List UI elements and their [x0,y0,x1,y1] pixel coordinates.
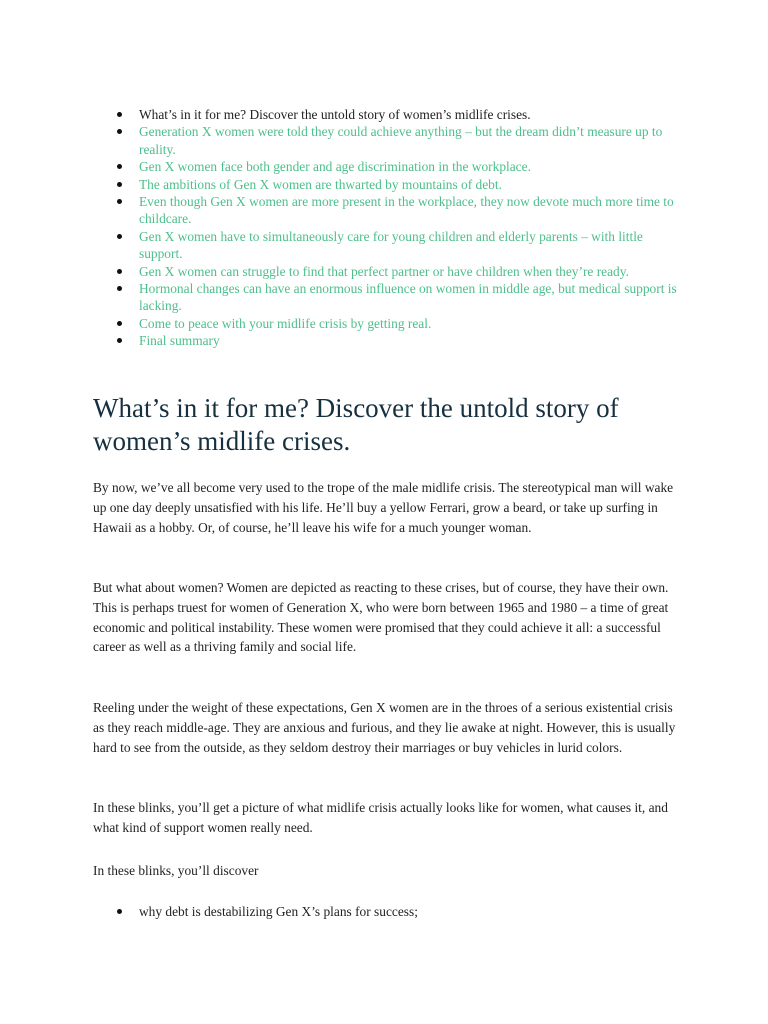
toc-link-chapter-5[interactable] [113,228,683,263]
bullet-icon [117,321,122,326]
toc-link-chapter-7[interactable] [113,280,683,315]
paragraph-blinks-overview: In these blinks, you’ll get a picture of what midlife crisis actually looks like for women, what causes it, and what kind of support women really need. [93,800,668,835]
toc-link-final-summary[interactable] [113,332,683,349]
toc-link-chapter-6[interactable] [113,263,683,280]
toc-link-chapter-1[interactable] [113,123,683,158]
toc-item-label[interactable]: Generation X women were told they could achieve anything – but the dream didn’t measure up to reality. [139,124,663,157]
toc-link-chapter-3[interactable] [113,176,683,193]
toc-item-label[interactable]: Final summary [139,333,220,349]
bullet-icon [117,182,122,187]
toc-link-chapter-2[interactable] [113,158,683,175]
bullet-icon [117,129,122,134]
discover-item [113,902,683,921]
discover-item-label: why debt is destabilizing Gen X’s plans for success; [139,904,418,919]
table-of-contents [113,106,683,350]
toc-item-label[interactable]: Gen X women face both gender and age discrimination in the workplace. [139,159,531,175]
paragraph-intro: By now, we’ve all become very used to the trope of the male midlife crisis. The stereotypical man will wake up one day deeply unsatisfied with his life. He’ll buy a yellow Ferrari, grow a beard, or take up surfing in Hawaii as a hobby. Or, of course, he’ll leave his wife for a much younger woman. [93,480,674,535]
bullet-icon [117,909,122,914]
bullet-icon [117,164,122,169]
bullet-icon [117,269,122,274]
paragraph-expectations: Reeling under the weight of these expectations, Gen X women are in the throes of a serious existential crisis as they reach middle-age. They are anxious and furious, and they lie awake at night. However, this is usually hard to see from the outside, as they seldom destroy their marriages or buy vehicles in lurid colors. [93,700,676,755]
discover-list [113,902,683,921]
bullet-icon [117,338,122,343]
toc-item-label[interactable]: The ambitions of Gen X women are thwarted by mountains of debt. [139,176,502,192]
toc-item-label: What’s in it for me? Discover the untold story of women’s midlife crises. [139,107,531,122]
toc-item-label[interactable]: Come to peace with your midlife crisis by getting real. [139,315,432,331]
toc-link-chapter-4[interactable] [113,193,683,228]
toc-item-label[interactable]: Gen X women have to simultaneously care for young children and elderly parents – with little support. [139,228,643,262]
paragraph-discover-lead: In these blinks, you’ll discover [93,863,259,878]
toc-item-intro [113,106,683,123]
bullet-icon [117,199,122,204]
section-heading: What’s in it for me? Discover the untold story of women’s midlife crises. [93,393,619,456]
toc-item-label[interactable]: Hormonal changes can have an enormous influence on women in middle age, but medical support is lacking. [139,281,677,314]
toc-item-label[interactable]: Even though Gen X women are more present in the workplace, they now devote much more time to childcare. [139,194,674,227]
paragraph-women: But what about women? Women are depicted as reacting to these crises, but of course, they have their own. This is perhaps truest for women of Generation X, who were born between 1965 and 1980 – a time of great economic and political instability. These women were promised that they could achieve it all: a successful career as well as a thriving family and social life. [93,580,669,655]
toc-link-chapter-8[interactable] [113,315,683,332]
bullet-icon [117,234,122,239]
toc-item-label[interactable]: Gen X women can struggle to find that perfect partner or have children when they’re ready. [139,263,629,279]
bullet-icon [117,286,122,291]
bullet-icon [117,112,122,117]
